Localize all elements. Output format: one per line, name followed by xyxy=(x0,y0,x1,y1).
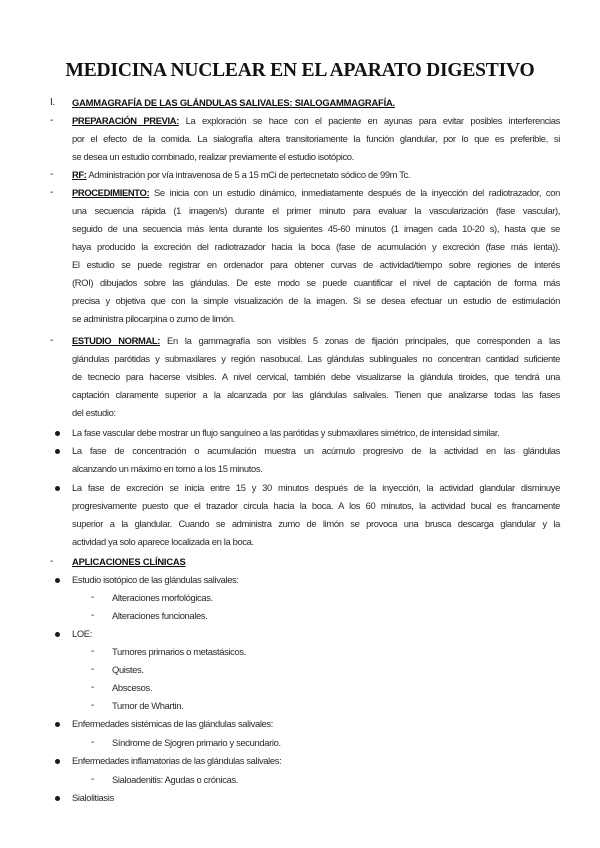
fase-concentracion-line-1: La fase de concentración o acumulación muestra un acúmulo progresivo de la actividad en las glándulas xyxy=(72,445,560,456)
page-title: MEDICINA NUCLEAR EN EL APARATO DIGESTIVO xyxy=(65,60,535,81)
sub-dash-marker: - xyxy=(91,646,94,657)
sub-dash-marker: - xyxy=(91,592,94,603)
estudio-line-2: glándulas parótidas y submaxilares y región nasobucal. Las glándulas sublinguales no concentran cantidad suficiente xyxy=(72,353,560,364)
sub-dash-marker: - xyxy=(91,700,94,711)
section-number: I. xyxy=(50,97,55,108)
aplicaciones-item: Tumores primarios o metastásicos. xyxy=(112,646,246,657)
dash-marker: - xyxy=(50,115,53,126)
rf-line: RF: Administración por vía intravenosa de 5 a 15 mCi de pertecnetato sódico de 99m Tc. xyxy=(72,169,411,180)
aplicaciones-item: Sialoadenitis: Agudas o crónicas. xyxy=(112,774,239,785)
preparacion-label: PREPARACIÓN PREVIA: xyxy=(72,115,179,126)
bullet-dot xyxy=(55,578,60,583)
sub-dash-marker: - xyxy=(91,737,94,748)
procedimiento-line-7: precisa y objetiva que con la simple visualización de la imagen. Si se desea efectuar un estudio de estimulación xyxy=(72,295,560,306)
procedimiento-line-4: haya producido la excreción del radiotrazador hacia la boca (fase de acumulación y excreción (fase más lenta)). xyxy=(72,241,560,252)
fase-concentracion-line-2: alcanzando un máximo en torno a los 15 minutos. xyxy=(72,463,263,474)
aplicaciones-group-label: Enfermedades inflamatorias de las glándulas salivales: xyxy=(72,755,282,766)
aplicaciones-item: Tumor de Whartin. xyxy=(112,700,184,711)
estudio-label: ESTUDIO NORMAL: xyxy=(72,335,161,346)
fase-vascular-line-1: La fase vascular debe mostrar un flujo sanguíneo a las parótidas y submaxilares simétrico, de intensidad similar. xyxy=(72,427,500,438)
fase-excrecion-line-2: progresivamente puesto que el trazador circula hacia la boca. A los 60 minutos, la actividad bucal es francamente xyxy=(72,500,560,511)
estudio-line-4: captación claramente superior a la alcanzada por las glándulas salivales. Tienen que analizarse todas las fases xyxy=(72,389,560,400)
procedimiento-line-6: (ROI) dibujados sobre las glándulas. De este modo se puede cuantificar el nivel de captación de forma más xyxy=(72,277,560,288)
aplicaciones-item: Abscesos. xyxy=(112,682,153,693)
aplicaciones-group-label: Sialolitiasis xyxy=(72,792,114,803)
sub-dash-marker: - xyxy=(91,774,94,785)
estudio-line-1: ESTUDIO NORMAL: En la gammagrafía son visibles 5 zonas de fijación principales, que corresponden a las xyxy=(72,335,560,346)
bullet-dot xyxy=(55,759,60,764)
bullet-dot xyxy=(55,796,60,801)
procedimiento-line-5: El estudio se puede registrar en ordenador para obtener curvas de actividad/tiempo sobre regiones de interés xyxy=(72,259,560,270)
bullet-dot xyxy=(55,722,60,727)
bullet-dot xyxy=(55,632,60,637)
aplicaciones-group-label: Estudio isotópico de las glándulas salivales: xyxy=(72,574,239,585)
preparacion-line-1: PREPARACIÓN PREVIA: La exploración se hace con el paciente en ayunas para evitar posibles interferencias xyxy=(72,115,560,126)
fase-excrecion-line-3: superior a la glandular. Cuando se administra zumo de limón se provoca una brusca descarga glandular y la xyxy=(72,518,560,529)
bullet-dot xyxy=(55,431,60,436)
estudio-line-5: del estudio: xyxy=(72,407,116,418)
aplicaciones-item: Alteraciones morfológicas. xyxy=(112,592,213,603)
aplicaciones-item: Alteraciones funcionales. xyxy=(112,610,208,621)
aplicaciones-group-label: Enfermedades sistémicas de las glándulas salivales: xyxy=(72,718,274,729)
aplicaciones-item: Síndrome de Sjogren primario y secundario. xyxy=(112,737,281,748)
procedimiento-label: PROCEDIMIENTO: xyxy=(72,187,150,198)
dash-marker: - xyxy=(50,187,53,198)
fase-excrecion-line-1: La fase de excreción se inicia entre 15 y 30 minutos después de la inyección, la actividad glandular disminuye xyxy=(72,482,560,493)
dash-marker: - xyxy=(50,169,53,180)
sub-dash-marker: - xyxy=(91,682,94,693)
dash-marker: - xyxy=(50,556,53,567)
procedimiento-line-1: PROCEDIMIENTO: Se inicia con un estudio dinámico, inmediatamente después de la inyección del radiotrazador, con xyxy=(72,187,560,198)
preparacion-line-3: se desea un estudio combinado, realizar previamente el estudio isotópico. xyxy=(72,151,354,162)
procedimiento-line-2: una secuencia rápida (1 imagen/s) durante el primer minuto para evaluar la vascularización (fase vascular), xyxy=(72,205,560,216)
section-heading: GAMMAGRAFÍA DE LAS GLÁNDULAS SALIVALES: SIALOGAMMAGRAFÍA. xyxy=(72,97,395,108)
aplicaciones-heading: APLICACIONES CLÍNICAS xyxy=(72,556,186,567)
aplicaciones-group-label: LOE: xyxy=(72,628,92,639)
aplicaciones-item: Quistes. xyxy=(112,664,144,675)
rf-label: RF: xyxy=(72,169,87,180)
bullet-dot xyxy=(55,486,60,491)
procedimiento-line-8: se administra pilocarpina o zumo de limón. xyxy=(72,313,235,324)
dash-marker: - xyxy=(50,335,53,346)
sub-dash-marker: - xyxy=(91,610,94,621)
sub-dash-marker: - xyxy=(91,664,94,675)
preparacion-line-2: por el efecto de la comida. La sialografía altera transitoriamente la función glandular, por lo que es preferible, si xyxy=(72,133,560,144)
bullet-dot xyxy=(55,449,60,454)
estudio-line-3: de tecnecio para hacerse visibles. A nivel cervical, también debe visualizarse la glándula tiroides, que tendrá una xyxy=(72,371,560,382)
fase-excrecion-line-4: actividad ya solo aparece localizada en la boca. xyxy=(72,536,254,547)
procedimiento-line-3: seguido de una secuencia más lenta durante los siguientes 45-60 minutos (1 imagen cada 10-20 s), hasta que se xyxy=(72,223,560,234)
